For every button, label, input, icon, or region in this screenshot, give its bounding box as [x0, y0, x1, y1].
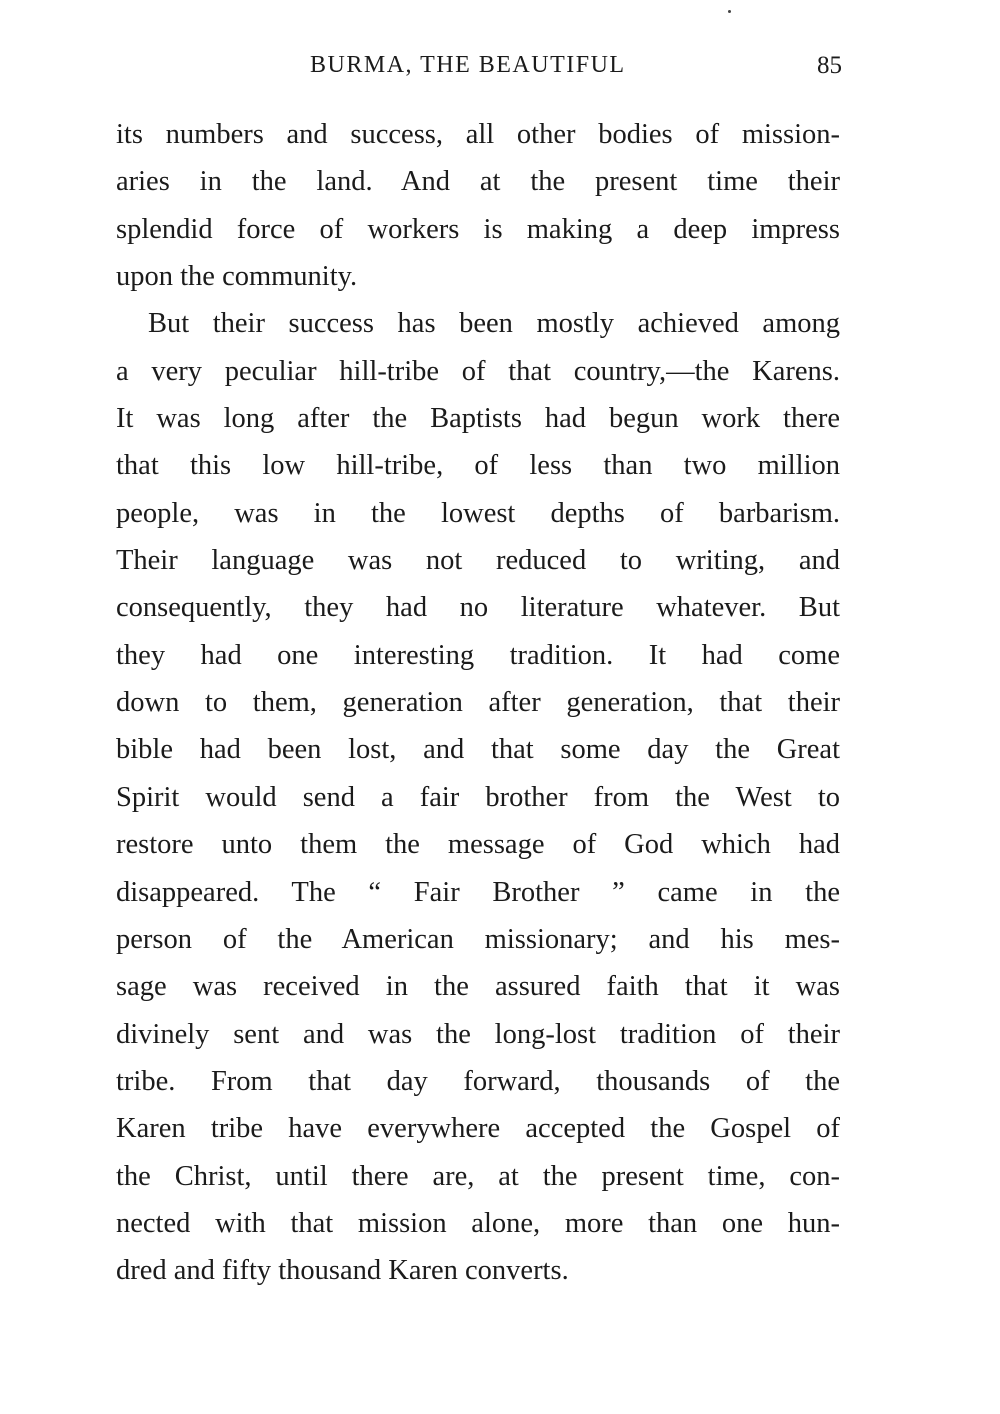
text-line: its numbers and success, all other bodies of mission-	[116, 119, 840, 150]
text-line: they had one interesting tradition. It had come	[116, 639, 840, 671]
print-speck	[728, 10, 731, 13]
text-line: upon the community.	[116, 261, 358, 293]
text-line: Spirit would send a fair brother from the West to	[116, 781, 840, 813]
page-number: 85	[817, 52, 842, 79]
text-line: bible had been lost, and that some day the Great	[116, 734, 840, 766]
text-line: aries in the land. And at the present time their	[116, 166, 840, 198]
text-line: But their success has been mostly achieved among	[148, 308, 840, 340]
text-line: disappeared. The “ Fair Brother ” came in the	[116, 876, 840, 908]
running-title: BURMA, THE BEAUTIFUL	[310, 52, 626, 78]
text-line: that this low hill-tribe, of less than two million	[116, 450, 840, 482]
text-line: Their language was not reduced to writing, and	[116, 545, 840, 577]
text-line: Karen tribe have everywhere accepted the Gospel of	[116, 1113, 840, 1145]
text-line: consequently, they had no literature whatever. But	[116, 592, 840, 624]
body-text	[116, 111, 840, 1295]
text-line: restore unto them the message of God which had	[116, 829, 840, 861]
text-line: nected with that mission alone, more than one hun-	[116, 1207, 840, 1239]
running-header	[116, 52, 842, 86]
text-line: sage was received in the assured faith that it was	[116, 971, 840, 1003]
text-line: a very peculiar hill-tribe of that country,—the Karens.	[116, 355, 840, 387]
text-line: divinely sent and was the long-lost tradition of their	[116, 1018, 840, 1050]
text-line: the Christ, until there are, at the present time, con-	[116, 1160, 840, 1192]
text-line: dred and fifty thousand Karen converts.	[116, 1255, 569, 1287]
text-line: splendid force of workers is making a deep impress	[116, 213, 840, 245]
text-line: people, was in the lowest depths of barbarism.	[116, 497, 840, 529]
text-line: tribe. From that day forward, thousands of the	[116, 1065, 840, 1097]
text-line: person of the American missionary; and his mes-	[116, 923, 840, 955]
text-line: down to them, generation after generation, that their	[116, 687, 840, 719]
text-line: It was long after the Baptists had begun work there	[116, 403, 840, 435]
